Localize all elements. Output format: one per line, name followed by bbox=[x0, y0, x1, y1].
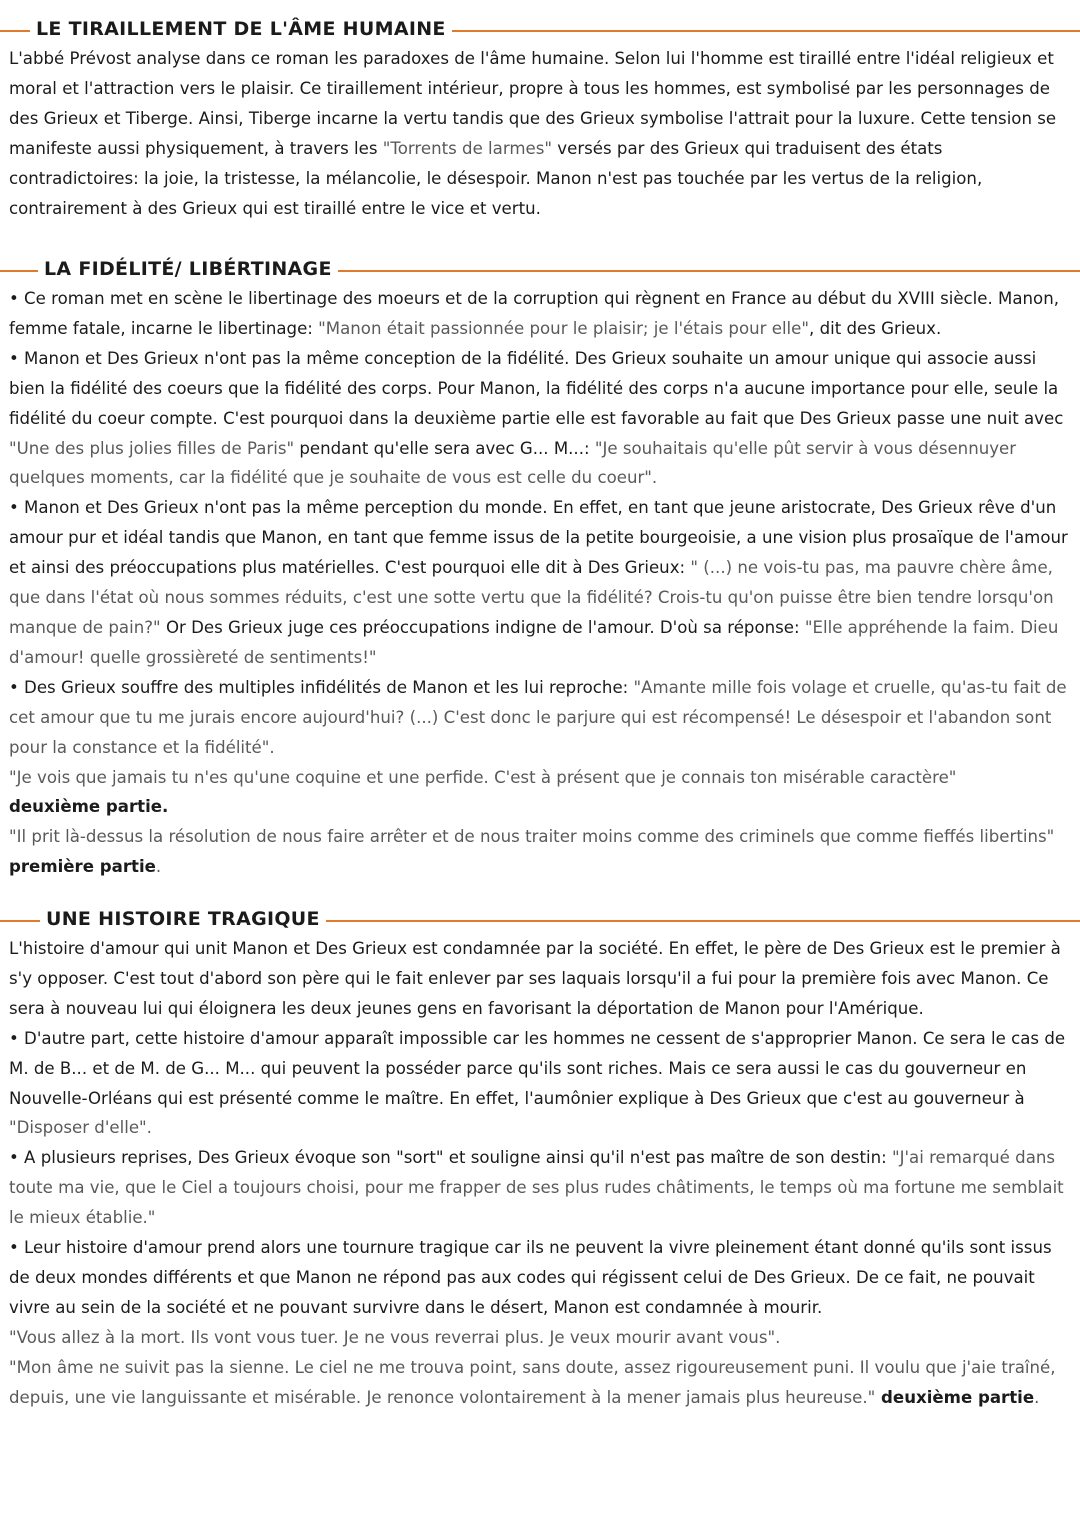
paragraph bbox=[0, 1233, 1080, 1323]
section-fidelite bbox=[0, 256, 1080, 882]
section-title: LE TIRAILLEMENT DE L'ÂME HUMAINE bbox=[30, 16, 452, 42]
heading-rule-right bbox=[322, 270, 1080, 272]
quote-text: "Je vois que jamais tu n'es qu'une coquine et une perfide. C'est à présent que je connais ton misérable caractère" bbox=[9, 767, 957, 787]
paragraph bbox=[0, 792, 1080, 822]
body-text: , dit des Grieux. bbox=[809, 318, 942, 338]
source-label: deuxième partie. bbox=[9, 797, 169, 817]
paragraph bbox=[0, 44, 1080, 223]
body-text: L'abbé Prévost analyse dans ce roman les paradoxes de l'âme humaine. Selon lui l'homme est tiraillé entre l'idéal religieux et moral et l'attraction vers le plaisir. Ce tiraillement intérieur, propre à tous les hommes, est symbolisé par les personnages de des Grieux et Tiberge. Ainsi, Tiberge incarne la vertu tandis que des Grieux symbolise l'attrait pour la luxure. Cette tension se manifeste aussi physiquement, à travers les bbox=[9, 49, 1057, 158]
quote-text: "Une des plus jolies filles de Paris" bbox=[9, 438, 295, 458]
paragraph bbox=[0, 1353, 1080, 1413]
section-heading bbox=[0, 906, 1080, 934]
paragraph bbox=[0, 1143, 1080, 1233]
body-text: • D'autre part, cette histoire d'amour apparaît impossible car les hommes ne cessent de s'approprier Manon. Ce sera le cas de M. de B... et de M. de G... M... qui peuvent la posséder parce qu'ils sont riches. Mais ce sera aussi le cas du gouverneur en Nouvelle-Orléans qui est présenté comme le maître. En effet, l'aumônier explique à Des Grieux que c'est au gouverneur à bbox=[9, 1028, 1066, 1108]
paragraph bbox=[0, 284, 1080, 344]
section-body bbox=[0, 934, 1080, 1413]
section-heading bbox=[0, 16, 1080, 44]
paragraph bbox=[0, 344, 1080, 494]
paragraph bbox=[0, 1024, 1080, 1144]
paragraph bbox=[0, 934, 1080, 1024]
quote-text: "Manon était passionnée pour le plaisir; je l'étais pour elle" bbox=[318, 318, 810, 338]
body-text: • Des Grieux souffre des multiples infidélités de Manon et les lui reproche: bbox=[9, 677, 634, 697]
quote-text: "Elle appréhende la faim. Dieu d'amour! quelle grossièreté de sentiments!" bbox=[9, 617, 1059, 667]
body-text: • Leur histoire d'amour prend alors une tournure tragique car ils ne peuvent la vivre pleinement étant donné qu'ils sont issus de deux mondes différents et que Manon ne répond pas aux codes qui régissent celui de Des Grieux. De ce fait, ne pouvait vivre au sein de la société et ne pouvant survivre dans le désert, Manon est condamnée à mourir. bbox=[9, 1238, 1052, 1317]
heading-rule-left bbox=[0, 920, 44, 922]
quote-text: "J'ai remarqué dans toute ma vie, que le Ciel a toujours choisi, pour me frapper de ses plus rudes châtiments, le temps où ma fortune me semblait le mieux établie." bbox=[9, 1148, 1064, 1228]
source-label: première partie bbox=[9, 857, 156, 877]
section-title: UNE HISTOIRE TRAGIQUE bbox=[40, 906, 326, 932]
quote-text: "Torrents de larmes" bbox=[382, 138, 553, 158]
body-text: pendant qu'elle sera avec G... M...: bbox=[294, 438, 595, 458]
body-text: Or Des Grieux juge ces préoccupations indigne de l'amour. D'où sa réponse: bbox=[160, 617, 805, 637]
quote-text: "Je souhaitais qu'elle pût servir à vous désennuyer quelques moments, car la fidélité que je souhaite de vous est celle du coeur". bbox=[9, 438, 1017, 488]
body-text: • Ce roman met en scène le libertinage des moeurs et de la corruption qui règnent en France au début du XVIII siècle. Manon, femme fatale, incarne le libertinage: bbox=[9, 289, 1059, 338]
body-text: versés par des Grieux qui traduisent des états contradictoires: la joie, la tristesse, la mélancolie, le désespoir. Manon n'est pas touchée par les vertus de la religion, contrairement à des Grieux qui est tiraillé entre le vice et vertu. bbox=[9, 138, 983, 218]
quote-text: "Amante mille fois volage et cruelle, qu'as-tu fait de cet amour que tu me jurais encore aujourd'hui? (...) C'est donc le parjure qui est récompensé! Le désespoir et l'abandon sont pour la constance et la fidélité". bbox=[9, 677, 1067, 757]
heading-rule-left bbox=[0, 270, 40, 272]
quote-text: "Mon âme ne suivit pas la sienne. Le ciel ne me trouva point, sans doute, assez rigoureusement puni. Il voulu que j'aie traîné, depuis, une vie languissante et misérable. Je renonce volontairement à la mener jamais plus heureuse." bbox=[9, 1357, 1056, 1407]
quote-text: " (...) ne vois-tu pas, ma pauvre chère âme, que dans l'état où nous sommes réduits, c'est une sotte vertu que la fidélité? Crois-tu qu'on puisse être bien tendre lorsqu'on manque de pain?" bbox=[9, 558, 1054, 637]
body-text: • Manon et Des Grieux n'ont pas la même conception de la fidélité. Des Grieux souhaite un amour unique qui associe aussi bien la fidélité des coeurs que la fidélité des corps. Pour Manon, la fidélité des corps n'a aucune importance pour elle, seule la fidélité du coeur compte. C'est pourquoi dans la deuxième partie elle est favorable au fait que Des Grieux passe une nuit avec bbox=[9, 348, 1064, 428]
quote-text: "Disposer d'elle". bbox=[9, 1118, 152, 1138]
quote-text: . bbox=[155, 857, 162, 877]
section-title: LA FIDÉLITÉ/ LIBÉRTINAGE bbox=[38, 256, 338, 282]
paragraph bbox=[0, 1323, 1080, 1353]
body-text: • Manon et Des Grieux n'ont pas la même perception du monde. En effet, en tant que jeune aristocrate, Des Grieux rêve d'un amour pur et idéal tandis que Manon, en tant que femme issus de la petite bourgeoisie, a une vision plus prosaïque de l'amour et ainsi des préoccupations plus matérielles. C'est pourquoi elle dit à Des Grieux: bbox=[9, 498, 1068, 578]
section-tragique bbox=[0, 906, 1080, 1413]
heading-rule-right bbox=[410, 30, 1080, 32]
section-body bbox=[0, 284, 1080, 882]
section-tiraillement bbox=[0, 16, 1080, 223]
quote-text: "Vous allez à la mort. Ils vont vous tuer. Je ne vous reverrai plus. Je veux mourir avant vous". bbox=[9, 1327, 781, 1347]
paragraph bbox=[0, 763, 1080, 793]
paragraph bbox=[0, 673, 1080, 763]
body-text: L'histoire d'amour qui unit Manon et Des Grieux est condamnée par la société. En effet, le père de Des Grieux est le premier à s'y opposer. C'est tout d'abord son père qui le fait enlever par ses laquais lorsqu'il a fui pour la première fois avec Manon. Ce sera à nouveau lui qui éloignera les deux jeunes gens en favorisant la déportation de Manon pour l'Amérique. bbox=[9, 939, 1061, 1018]
paragraph bbox=[0, 493, 1080, 672]
heading-rule-right bbox=[298, 920, 1080, 922]
body-text: • A plusieurs reprises, Des Grieux évoque son "sort" et souligne ainsi qu'il n'est pas maître de son destin: bbox=[9, 1148, 892, 1168]
paragraph bbox=[0, 822, 1080, 882]
section-body bbox=[0, 44, 1080, 223]
quote-text: . bbox=[1034, 1387, 1040, 1407]
quote-text: "Il prit là-dessus la résolution de nous faire arrêter et de nous traiter moins comme des criminels que comme fieffés libertins" bbox=[9, 827, 1055, 847]
section-heading bbox=[0, 256, 1080, 284]
source-label: deuxième partie bbox=[875, 1387, 1035, 1407]
